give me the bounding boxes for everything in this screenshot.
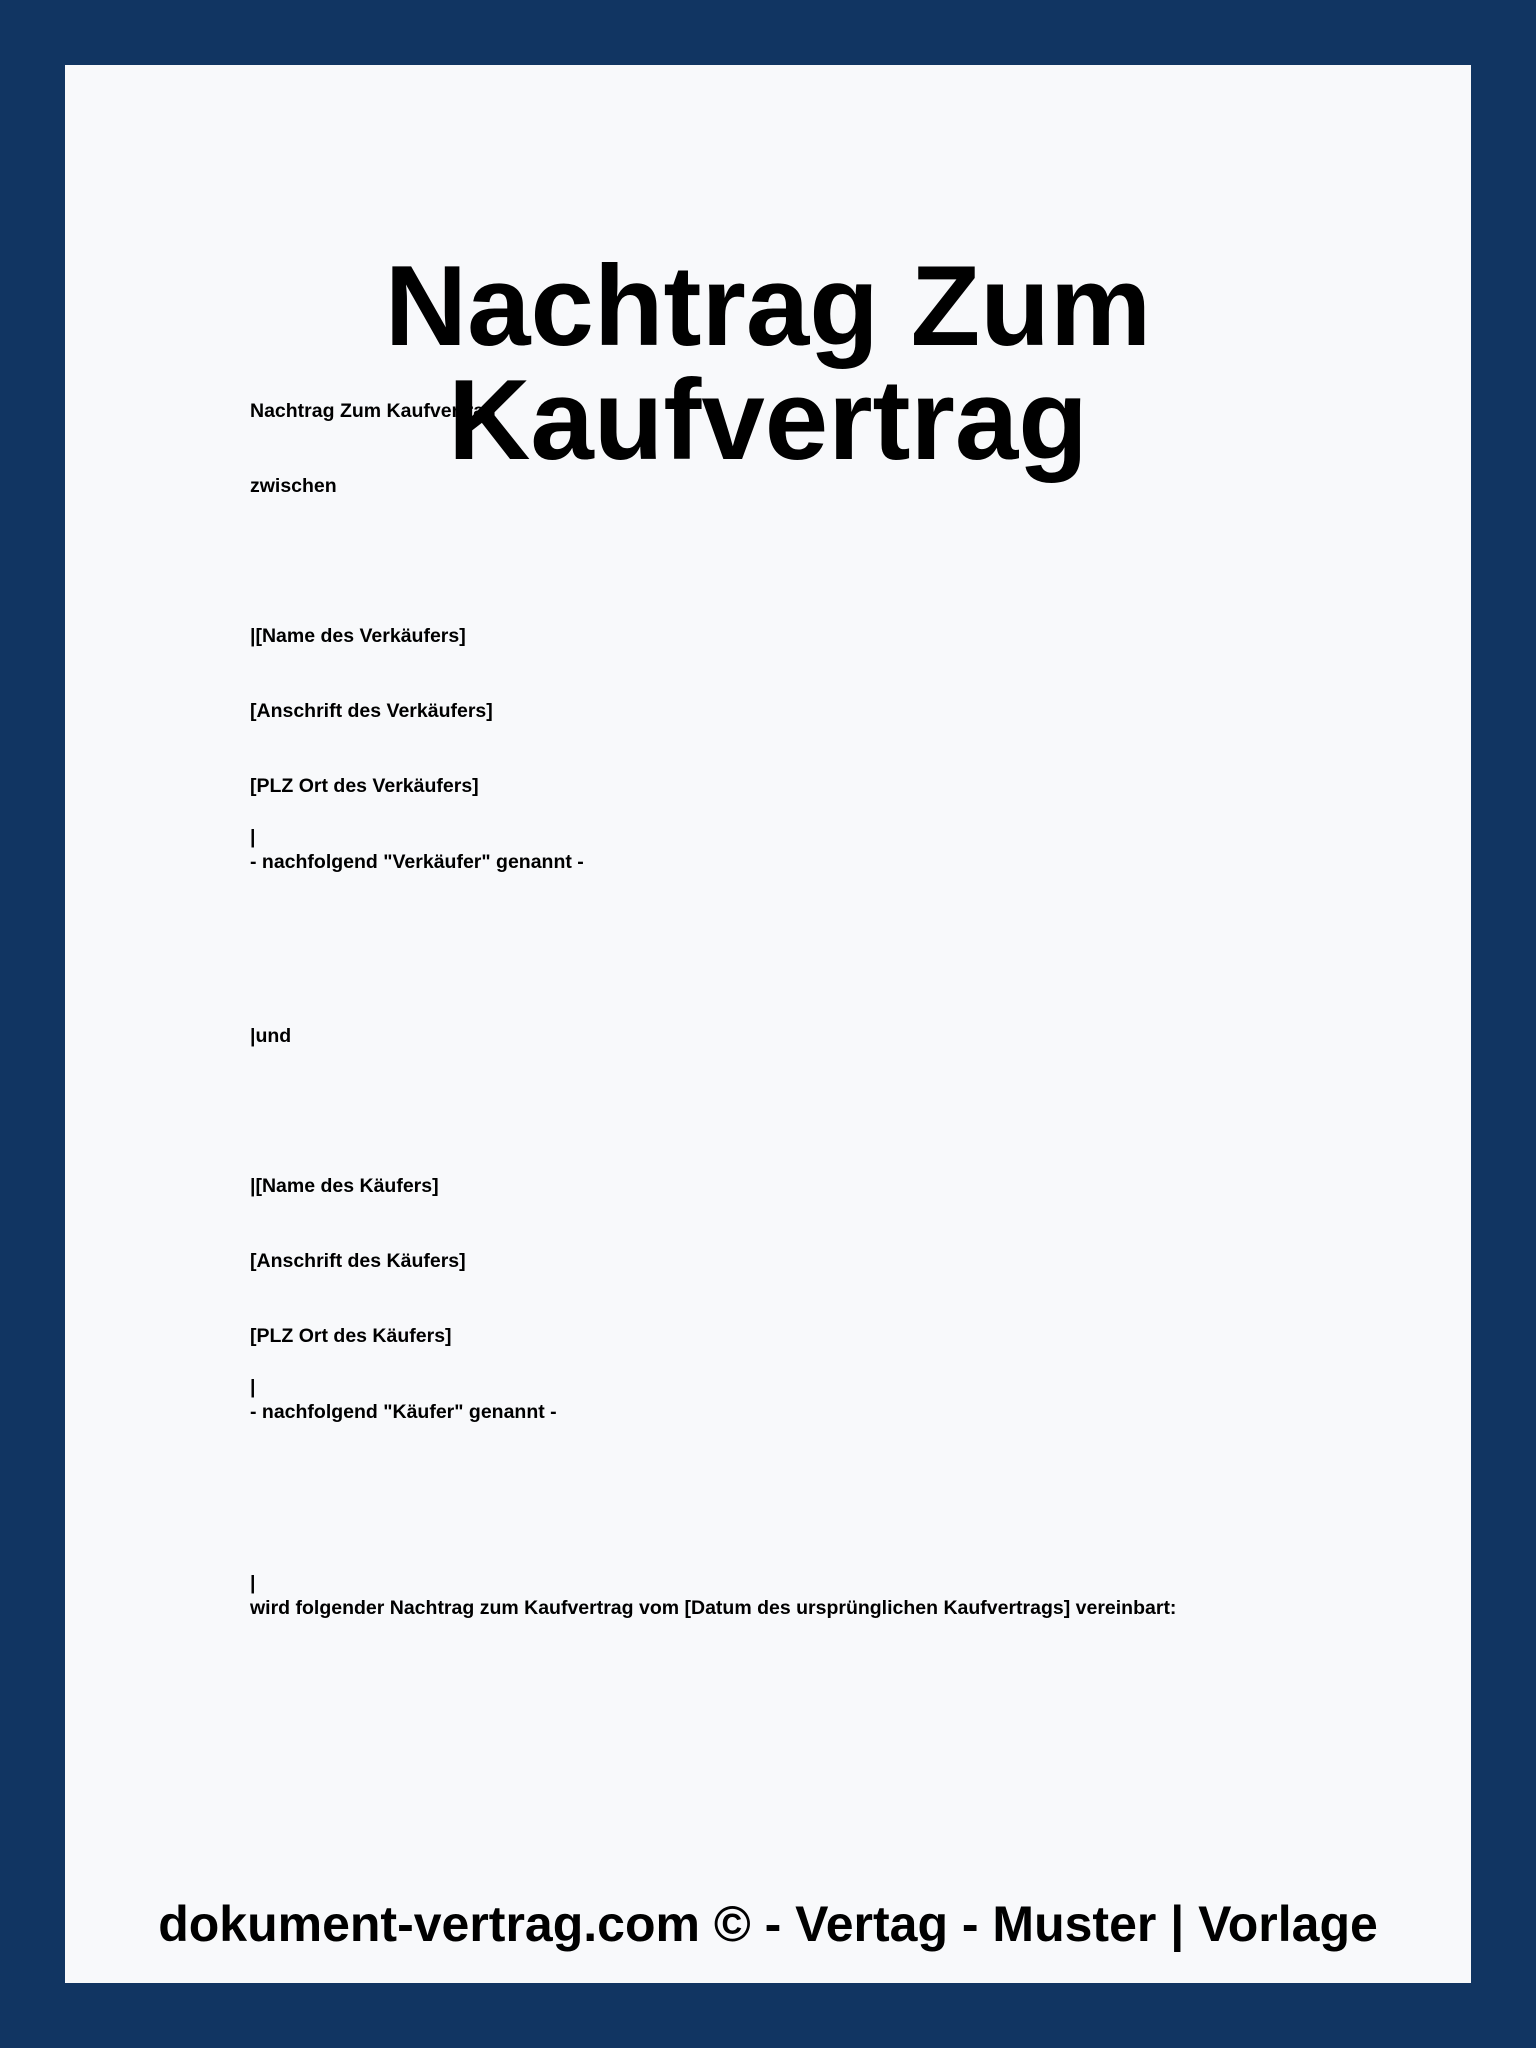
seller-name: |[Name des Verkäufers] xyxy=(250,625,466,647)
buyer-separator: | xyxy=(250,1376,256,1398)
seller-address: [Anschrift des Verkäufers] xyxy=(250,700,493,722)
seller-designation: - nachfolgend "Verkäufer" genannt - xyxy=(250,851,584,873)
buyer-designation: - nachfolgend "Käufer" genannt - xyxy=(250,1401,557,1423)
page-title: Nachtrag Zum Kaufvertrag xyxy=(384,243,1152,484)
document-heading: Nachtrag Zum Kaufvertrag xyxy=(250,400,496,422)
seller-separator: | xyxy=(250,826,256,848)
agreement-separator: | xyxy=(250,1572,256,1594)
between-label: zwischen xyxy=(250,475,337,497)
buyer-city: [PLZ Ort des Käufers] xyxy=(250,1325,452,1347)
buyer-name: |[Name des Käufers] xyxy=(250,1175,439,1197)
and-label: |und xyxy=(250,1025,292,1047)
footer-watermark: dokument-vertrag.com © - Vertag - Muster | Vorlage xyxy=(158,1896,1378,1952)
buyer-address: [Anschrift des Käufers] xyxy=(250,1250,466,1272)
agreement-statement: wird folgender Nachtrag zum Kaufvertrag vom [Datum des ursprünglichen Kaufvertrags] vereinbart: xyxy=(250,1597,1177,1619)
document-page xyxy=(65,65,1471,1983)
seller-city: [PLZ Ort des Verkäufers] xyxy=(250,775,479,797)
